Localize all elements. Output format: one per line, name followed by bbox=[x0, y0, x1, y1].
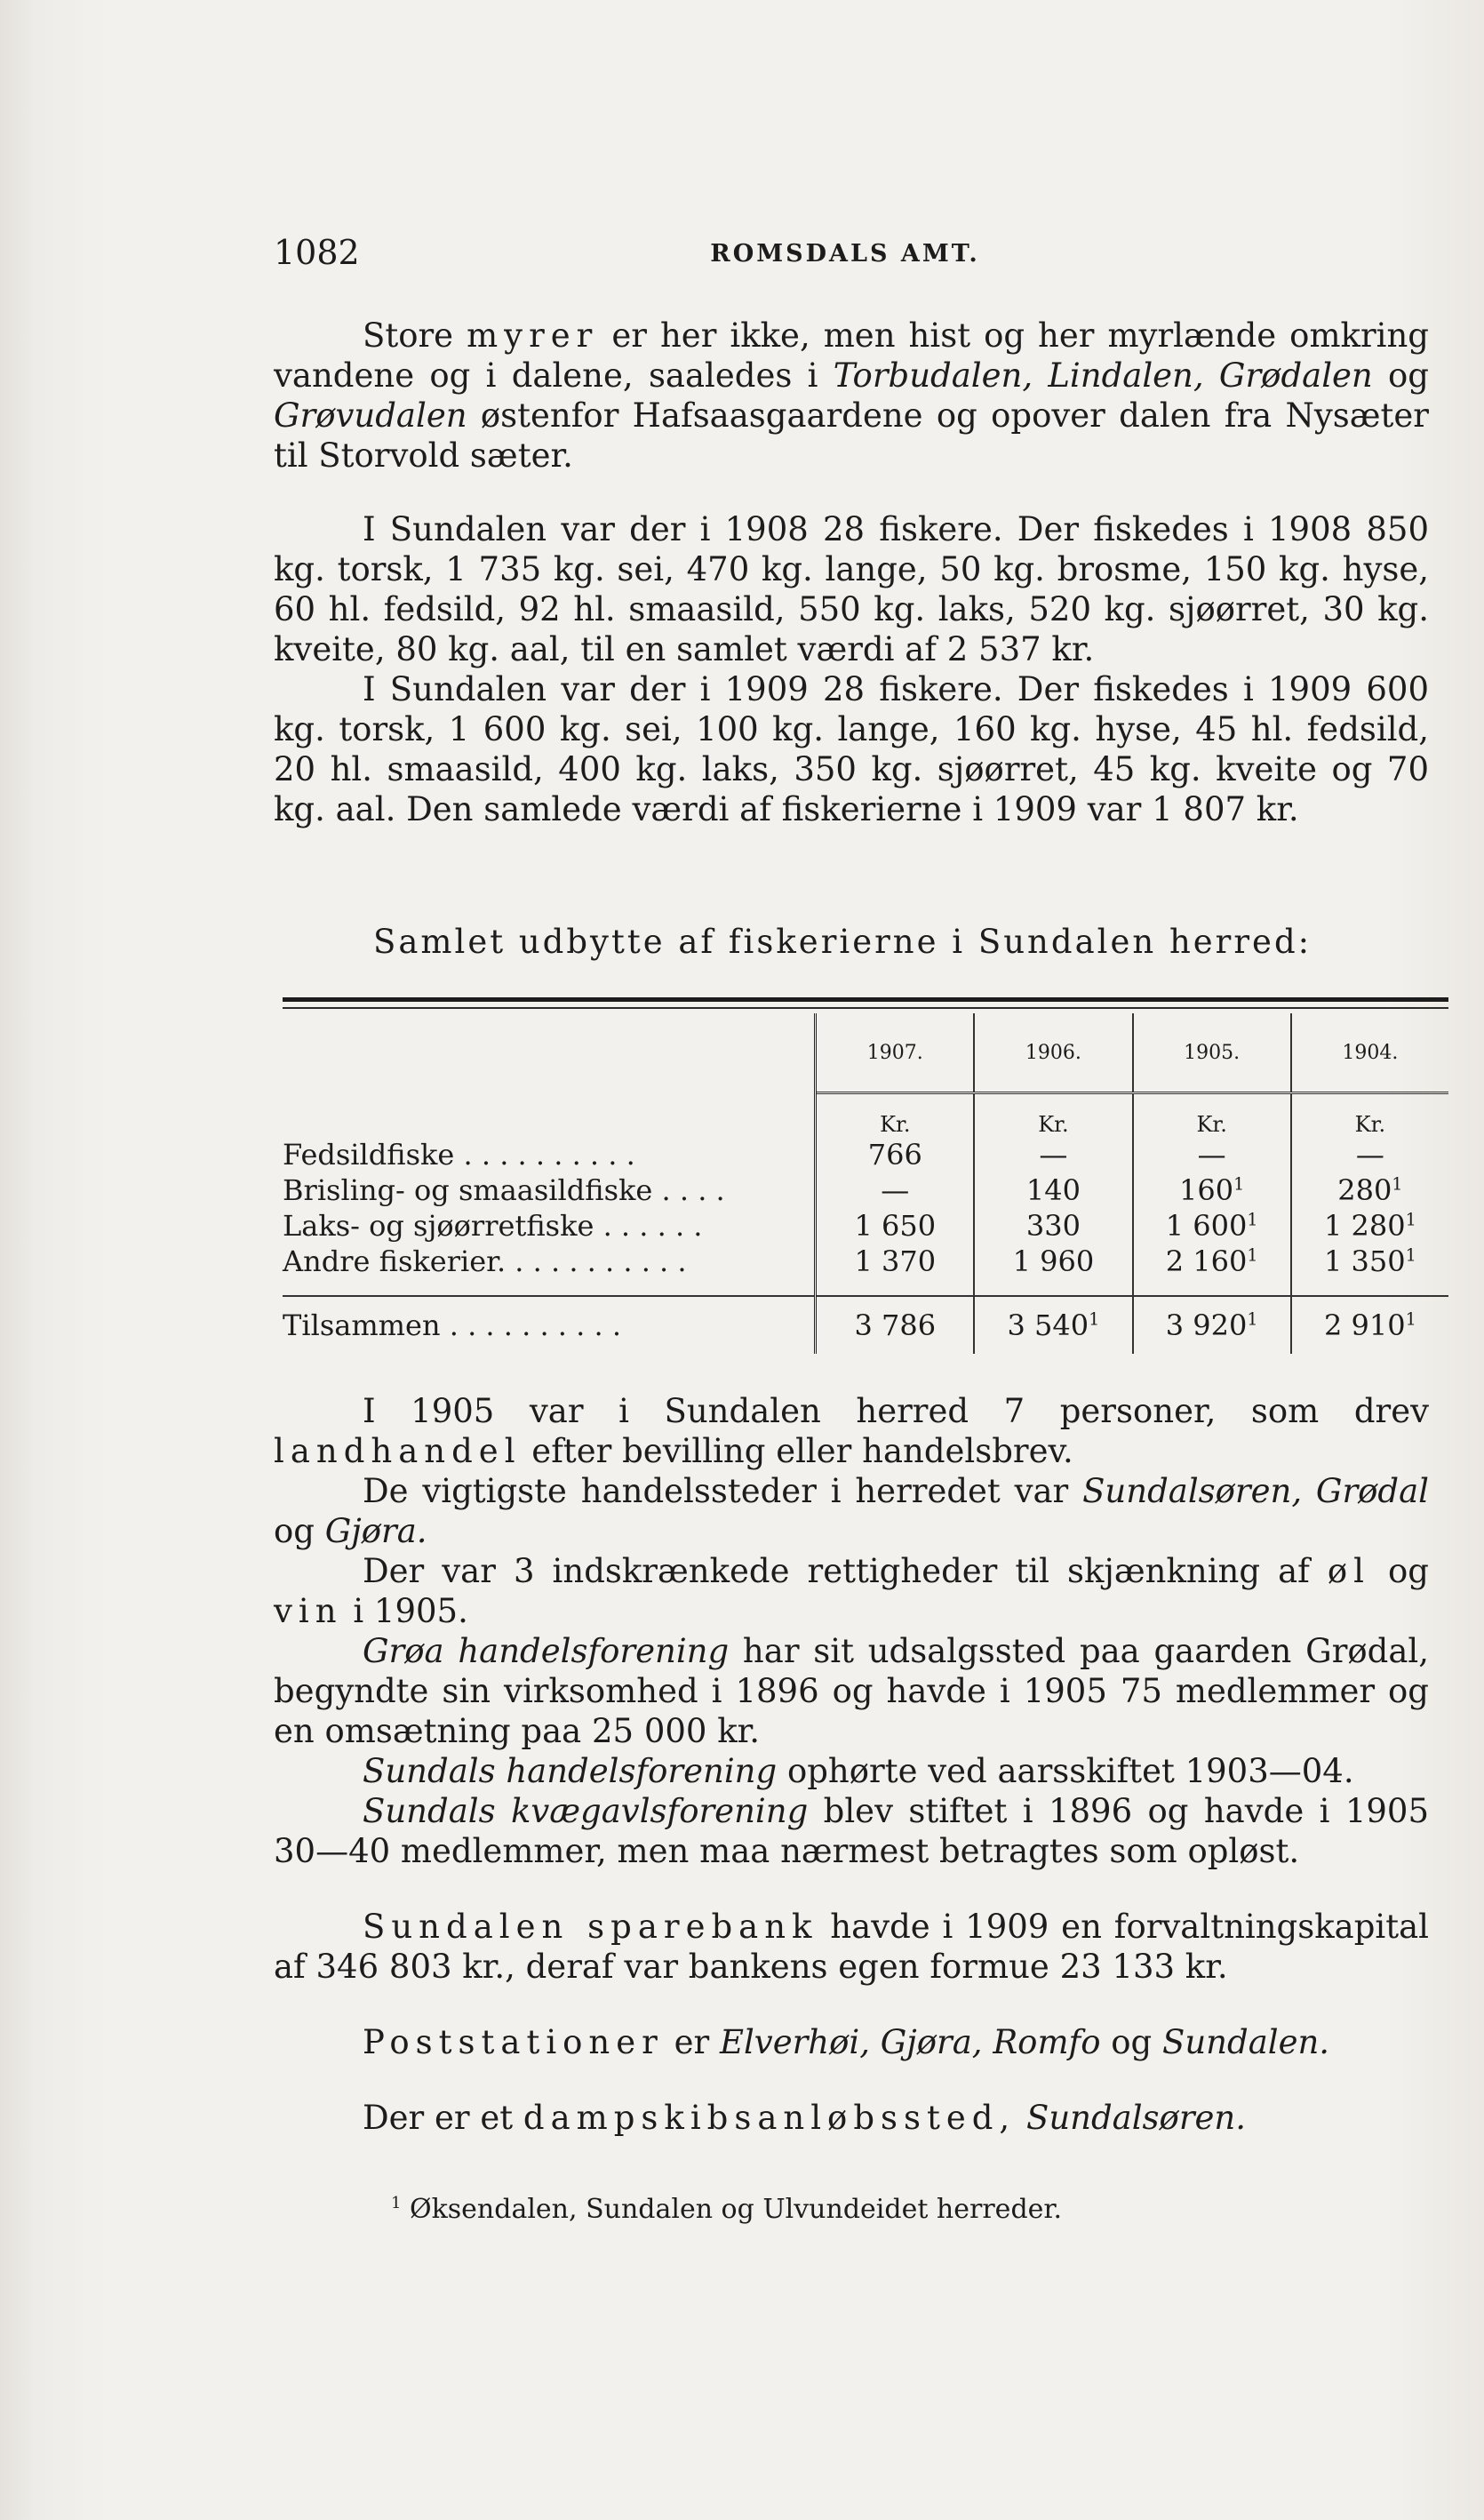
paragraph-myrer: Store myrer er her ikke, men hist og her myrlænde omkring vandene og i dalene, saaledes i Torbudalen, Lindalen, Grødalen og Grøvudalen østenfor Hafsaasgaardene og opover dalen fra Nysæter til Storvold sæter. bbox=[274, 316, 1429, 475]
footnote-mark: 1 bbox=[391, 2194, 402, 2212]
lower-text bbox=[274, 1391, 1429, 2138]
footnote-text: Øksendalen, Sundalen og Ulvundeidet herreder. bbox=[401, 2194, 1062, 2225]
paragraph-fishing-1908: I Sundalen var der i 1908 28 fiskere. Der fiskedes i 1908 850 kg. torsk, 1 735 kg. sei, 470 kg. lange, 50 kg. brosme, 150 kg. hyse, 60 hl. fedsild, 92 hl. smaasild, 550 kg. laks, 520 kg. sjøørret, 30 kg. kveite, 80 kg. aal, til en samlet værdi af 2 537 kr. bbox=[274, 510, 1429, 668]
page-header bbox=[274, 233, 1416, 277]
row-label: Laks- og sjøørretfiske . . . . . . bbox=[283, 1208, 816, 1244]
unit-label: Kr. bbox=[1133, 1093, 1291, 1138]
total-row bbox=[283, 1296, 1448, 1354]
running-title: ROMSDALS AMT. bbox=[710, 240, 980, 268]
row-label: Fedsildfiske . . . . . . . . . . bbox=[283, 1137, 816, 1172]
table-title: Samlet udbytte af fiskerierne i Sundalen herred: bbox=[373, 923, 1312, 961]
total-cell: 3 786 bbox=[816, 1296, 975, 1354]
total-cell: 3 $540^1$ bbox=[974, 1296, 1132, 1354]
table-cell: — bbox=[974, 1137, 1132, 1172]
table-cell: 1 370 bbox=[816, 1244, 975, 1279]
unit-label: Kr. bbox=[974, 1093, 1132, 1138]
table-cell: 1 $280^1$ bbox=[1323, 1209, 1416, 1243]
paragraph-landhandel: I 1905 var i Sundalen herred 7 personer, som drev landhandel efter bevilling eller handelsbrev. bbox=[274, 1392, 1429, 1470]
paragraph-fishing-1909: I Sundalen var der i 1909 28 fiskere. Der fiskedes i 1909 600 kg. torsk, 1 600 kg. sei, 100 kg. lange, 160 kg. hyse, 45 hl. fedsild, 20 hl. smaasild, 400 kg. laks, 350 kg. sjøørret, 45 kg. kveite og 70 kg. aal. Den samlede værdi af fiskerierne i 1909 var 1 807 kr. bbox=[274, 670, 1429, 828]
table-row bbox=[283, 1208, 1448, 1244]
paragraph-kvaegavl: Sundals kvægavlsforening blev stiftet i 1896 og havde i 1905 30—40 medlemmer, men maa nærmest betragtes som opløst. bbox=[274, 1792, 1429, 1870]
page-number: 1082 bbox=[274, 233, 360, 272]
table-rule-top bbox=[283, 997, 1448, 1002]
table-row bbox=[283, 1244, 1448, 1279]
unit-row bbox=[283, 1093, 1448, 1138]
paragraph-handelsforening: Sundals handelsforening ophørte ved aarsskiftet 1903—04. bbox=[363, 1752, 1354, 1790]
year-header: 1906. bbox=[974, 1013, 1132, 1093]
table-rule-top-thin bbox=[283, 1007, 1448, 1009]
table-cell: 2 $160^1$ bbox=[1133, 1244, 1291, 1279]
paragraph-post: Poststationer er Elverhøi, Gjøra, Romfo og Sundalen. bbox=[363, 2023, 1330, 2061]
paragraph-dampskib: Der er et dampskibsanløbssted, Sundalsøren. bbox=[363, 2099, 1246, 2137]
footnote bbox=[391, 2194, 1062, 2225]
total-label: Tilsammen . . . . . . . . . . bbox=[283, 1296, 816, 1354]
table-cell: $280^1$ bbox=[1337, 1173, 1403, 1207]
paragraph-sparebank: Sundalen sparebank havde i 1909 en forvaltningskapital af 346 803 kr., deraf var bankens egen formue 23 133 kr. bbox=[274, 1908, 1429, 1986]
table-cell: — bbox=[1355, 1138, 1384, 1172]
unit-label: Kr. bbox=[816, 1093, 975, 1138]
table-row bbox=[283, 1172, 1448, 1208]
paragraph-groa: Grøa handelsforening har sit udsalgssted paa gaarden Grødal, begyndte sin virksomhed i 1896 og havde i 1905 75 medlemmer og en omsætning paa 25 000 kr. bbox=[274, 1632, 1429, 1750]
table-cell: 330 bbox=[974, 1208, 1132, 1244]
table-stub-header bbox=[283, 1013, 816, 1093]
table-cell: $160^1$ bbox=[1133, 1172, 1291, 1208]
total-cell: 3 $920^1$ bbox=[1133, 1296, 1291, 1354]
table-cell: 1 $350^1$ bbox=[1323, 1244, 1416, 1278]
table-row bbox=[283, 1137, 1448, 1172]
year-header: 1905. bbox=[1133, 1013, 1291, 1093]
row-label: Andre fiskerier. . . . . . . . . . . bbox=[283, 1244, 816, 1279]
table-cell: 766 bbox=[816, 1137, 975, 1172]
fishery-table bbox=[283, 1013, 1448, 1354]
unit-label: Kr. bbox=[1354, 1112, 1386, 1137]
table-cell: 140 bbox=[974, 1172, 1132, 1208]
table-header-row bbox=[283, 1013, 1448, 1093]
row-label: Brisling- og smaasildfiske . . . . bbox=[283, 1172, 816, 1208]
table-cell: 1 960 bbox=[974, 1244, 1132, 1279]
table-cell: — bbox=[1133, 1137, 1291, 1172]
table-cell: 1 650 bbox=[816, 1208, 975, 1244]
upper-text bbox=[274, 316, 1429, 829]
table-cell: — bbox=[816, 1172, 975, 1208]
table-cell: 1 $600^1$ bbox=[1133, 1208, 1291, 1244]
year-header: 1907. bbox=[816, 1013, 975, 1093]
paragraph-rettigheder: Der var 3 indskrænkede rettigheder til skjænkning af øl og vin i 1905. bbox=[274, 1552, 1429, 1630]
paragraph-handelssteder: De vigtigste handelssteder i herredet var Sundalsøren, Grødal og Gjøra. bbox=[274, 1472, 1429, 1550]
year-header: 1904. bbox=[1291, 1013, 1448, 1093]
total-cell: 2 $910^1$ bbox=[1291, 1296, 1448, 1354]
